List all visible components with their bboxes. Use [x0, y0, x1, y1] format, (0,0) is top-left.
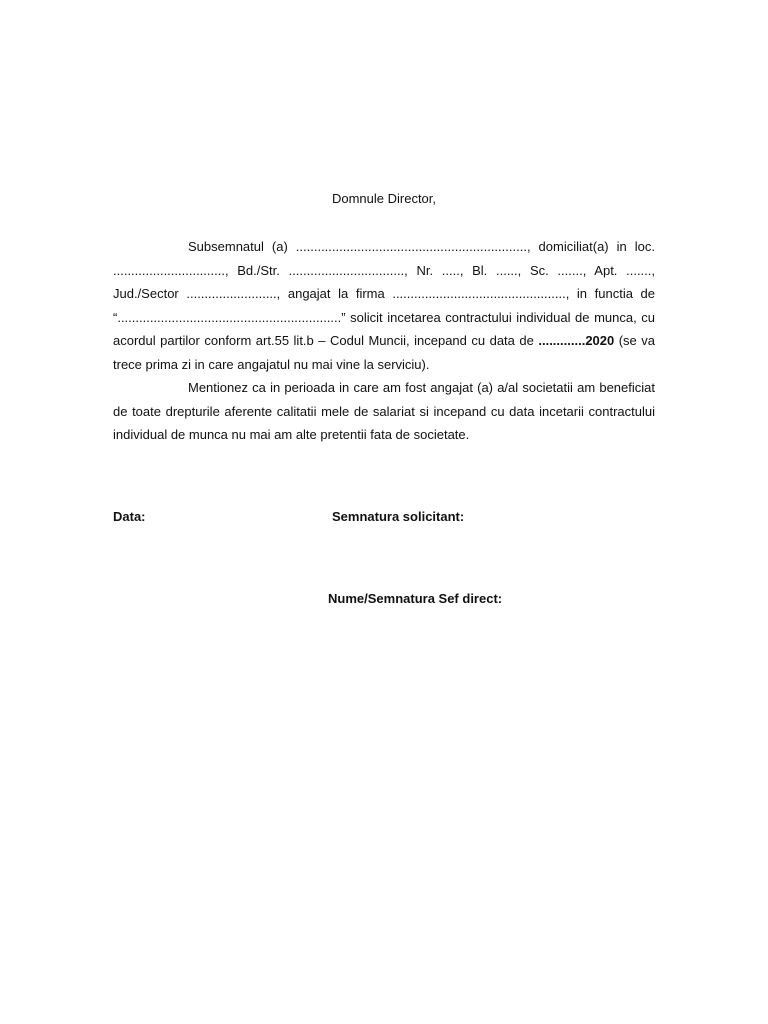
request-text: Subsemnatul (a) ................................................................, domiciliat(a) in loc. ..............................., Bd./Str. ................................, Nr. ....., Bl. ......, Sc. ......., Apt. ......., Jud./Sector ........................., angajat la firma ................................................, in functia de “..............................................................” solicit incetarea contractului individual de munca, cu acordul partilor conform art.55 lit.b – Codul Muncii, incepand cu data de [113, 239, 655, 348]
statement-paragraph: Mentionez ca in perioada in care am fost angajat (a) a/al societatii am beneficiat de toate drepturile aferente calitatii mele de salariat si incepand cu data incetarii contractului individual de munca nu mai am alte pretentii fata de societate. [113, 380, 655, 442]
manager-signature-label: Nume/Semnatura Sef direct: [328, 591, 503, 606]
request-paragraph [113, 235, 655, 376]
salutation: Domnule Director, [331, 191, 437, 206]
request-body [113, 235, 655, 447]
termination-date: .............2020 [538, 333, 615, 348]
date-label: Data: [113, 509, 146, 524]
date-note: (se va trece prima zi in care angajatul nu mai vine la serviciu). [113, 333, 656, 372]
applicant-signature-label: Semnatura solicitant: [332, 509, 465, 524]
